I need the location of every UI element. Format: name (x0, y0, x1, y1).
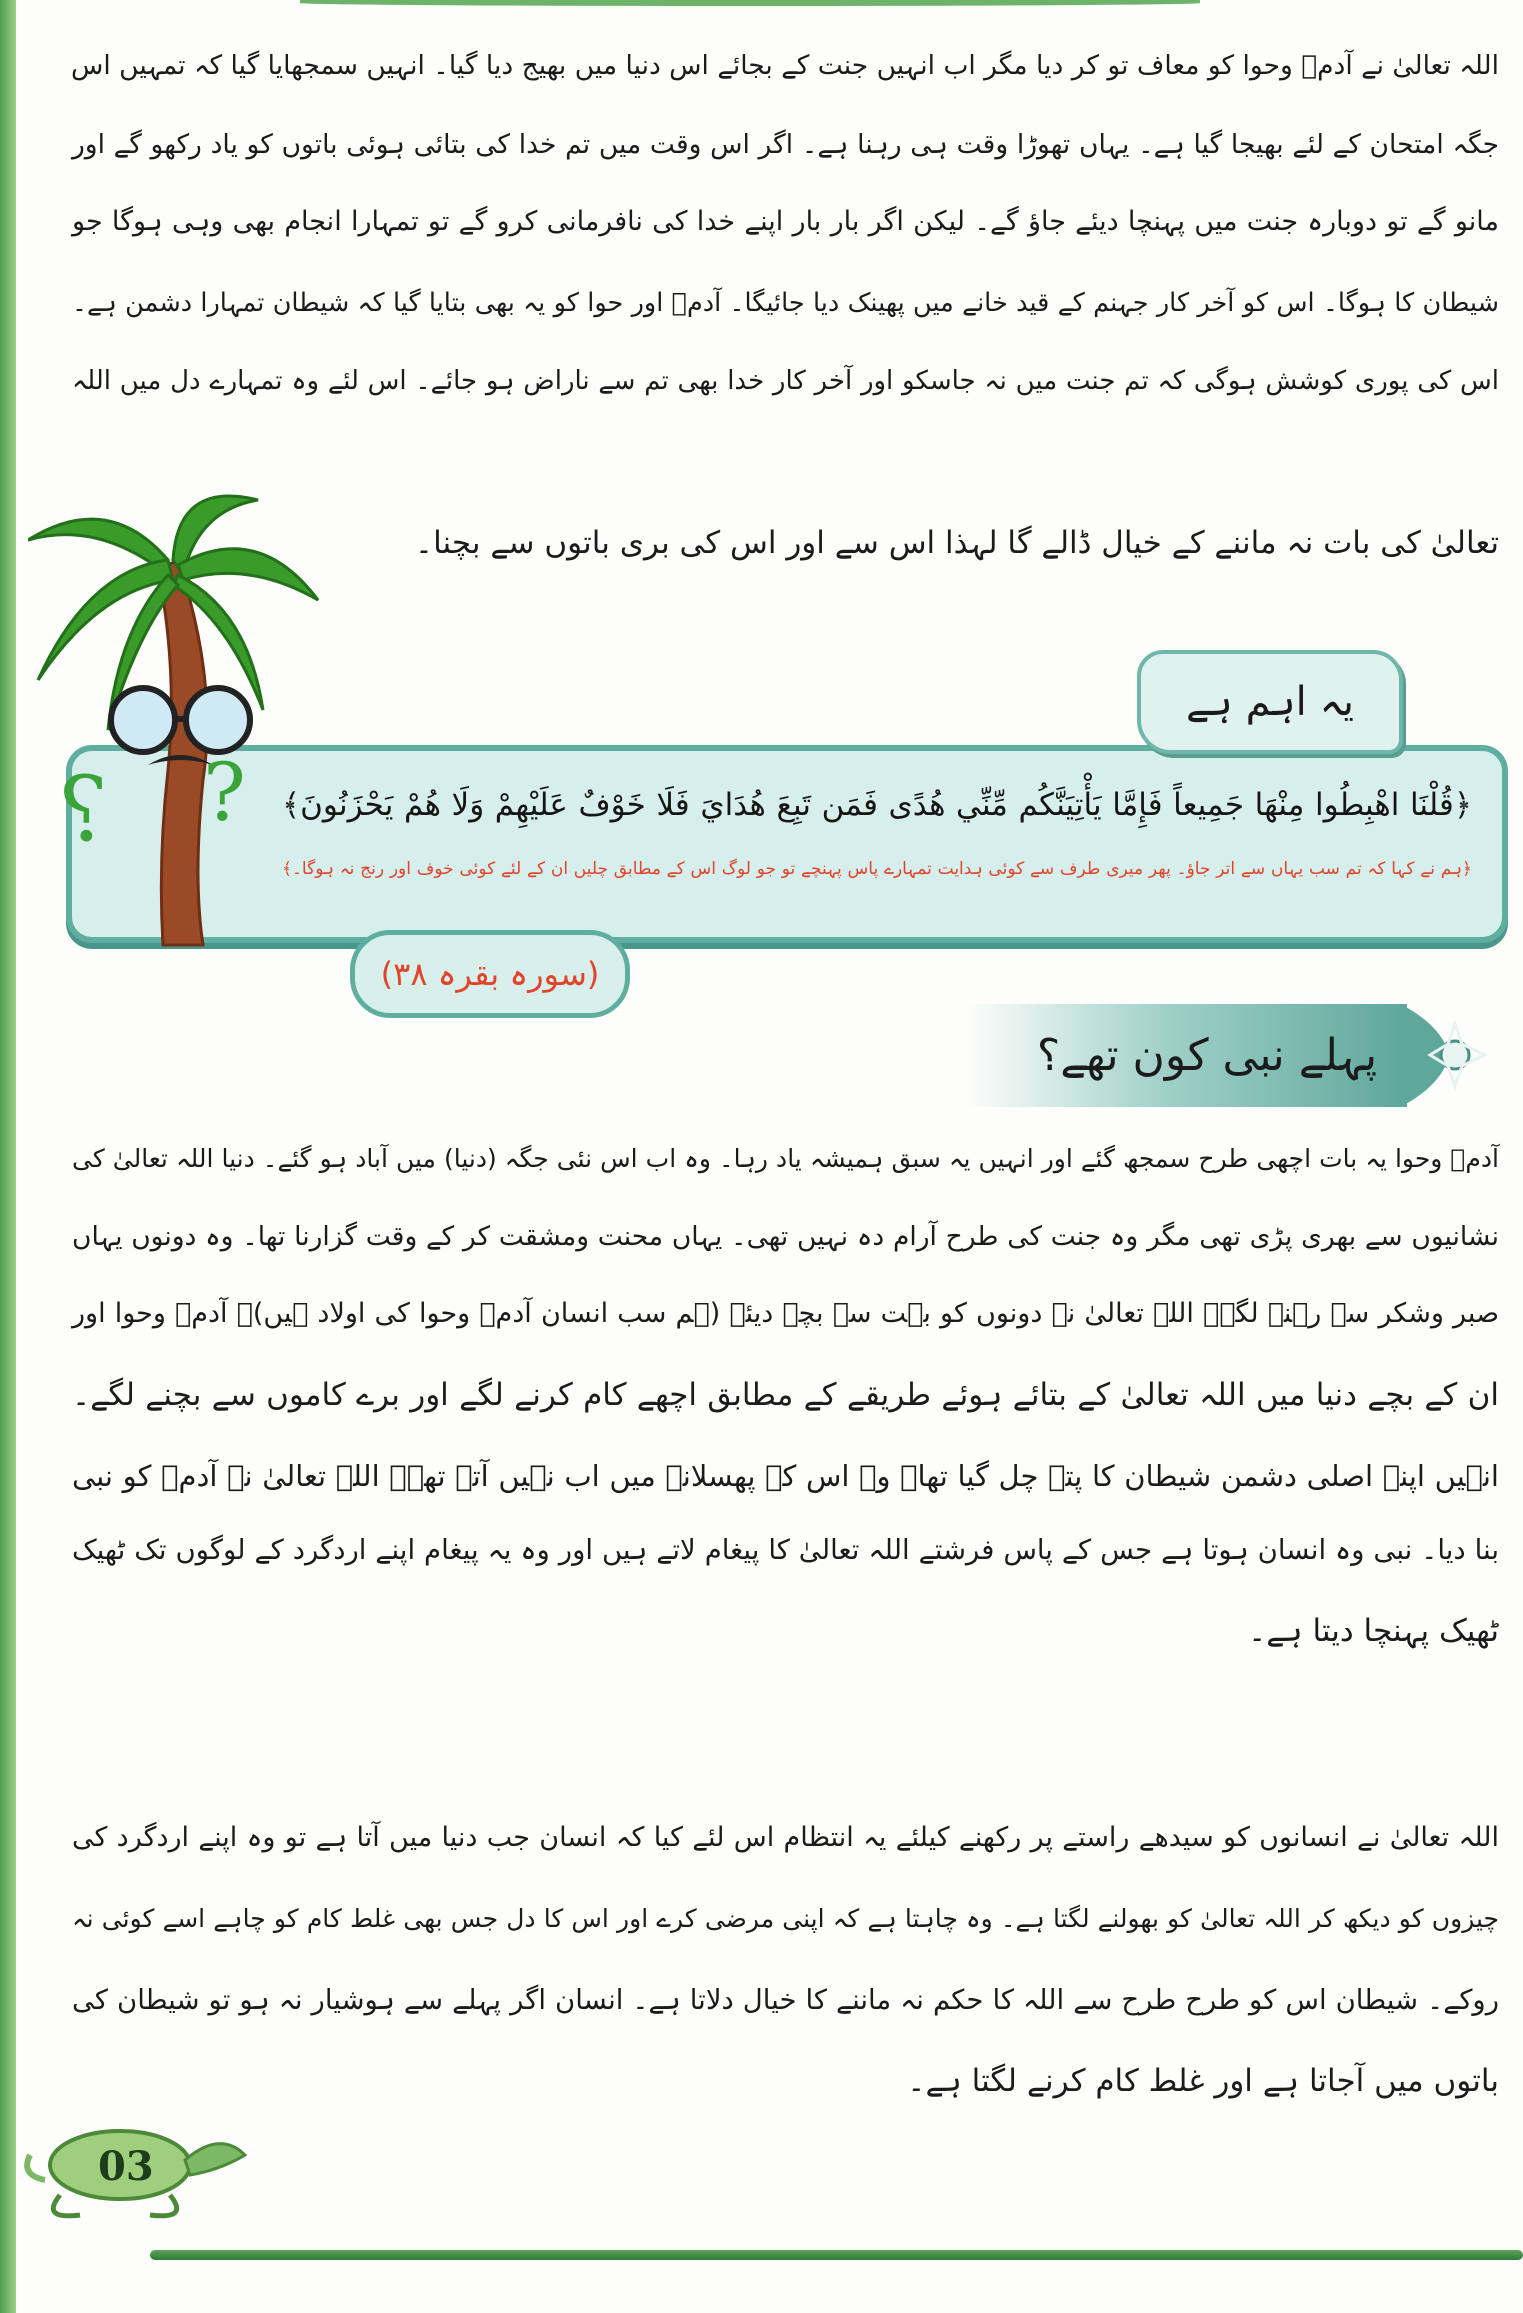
paragraph-1-line: مانو گے تو دوبارہ جنت میں پہنچا دیئے جاؤ گے۔ لیکن اگر بار بار اپنے خدا کی نافرمانی کرو گے تو تمہارا انجام بھی وہی ہوگا جو (72, 206, 1499, 237)
paragraph-2-line: نشانیوں سے بھری پڑی تھی مگر وہ جنت کی طرح آرام دہ نہیں تھی۔ یہاں محنت ومشقت کر کے وقت گزارنا تھا۔ وہ دونوں یہاں (72, 1221, 1499, 1252)
quran-verse-translation: ﴿ہم نے کہا کہ تم سب یہاں سے اتر جاؤ۔ پھر میری طرف سے کوئی ہدایت تمہارے پاس پہنچے تو جو لوگ اس کے مطابق چلیں ان کے لئے کوئی خوف اور رنج نہ ہوگا۔﴾ (282, 859, 1472, 879)
paragraph-2-line: انہیں اپنے اصلی دشمن شیطان کا پتہ چل گیا تھا۔ وہ اس کے پھسلانے میں اب نہیں آتے تھے۔ اللہ تعالیٰ نے آدمؑ کو نبی (72, 1459, 1499, 1493)
section-heading: پہلے نبی کون تھے؟ (967, 1004, 1407, 1107)
paragraph-1-line: جگہ امتحان کے لئے بھیجا گیا ہے۔ یہاں تھوڑا وقت ہی رہنا ہے۔ اگر اس وقت میں تم خدا کی بتائی ہوئی باتوں کو یاد رکھو گے اور (72, 129, 1499, 160)
svg-text:?: ? (203, 746, 246, 839)
bottom-border (150, 2250, 1523, 2260)
paragraph-3-line: روکے۔ شیطان اس کو طرح طرح سے اللہ کا حکم نہ ماننے کا خیال دلاتا ہے۔ انسان اگر پہلے سے ہوشیار نہ ہو تو شیطان کی (72, 1984, 1499, 2016)
paragraph-1-line: اس کی پوری کوشش ہوگی کہ تم جنت میں نہ جاسکو اور آخر کار خدا بھی تم سے ناراض ہو جائے۔ اس لئے وہ تمہارے دل میں اللہ (72, 366, 1499, 396)
paragraph-1-line: شیطان کا ہوگا۔ اس کو آخر کار جہنم کے قید خانے میں پھینک دیا جائیگا۔ آدمؑ اور حوا کو یہ بھی بتایا گیا کہ شیطان تمہارا دشمن ہے۔ (72, 288, 1499, 318)
verse-reference: (سورہ بقرہ ۳۸) (350, 930, 630, 1018)
important-box-title: یہ اہم ہے (1137, 650, 1403, 754)
page-number: 03 (98, 2143, 154, 2190)
paragraph-1-line: اللہ تعالیٰ نے آدمؑ وحوا کو معاف تو کر دیا مگر اب انہیں جنت کے بجائے اس دنیا میں بھیج دیا گیا۔ انہیں سمجھایا گیا کہ تمہیں اس (71, 50, 1499, 81)
left-border-strip (0, 0, 16, 2313)
top-border (300, 0, 1200, 6)
quran-verse-arabic: ﴿قُلْنَا اهْبِطُوا مِنْهَا جَمِيعاً فَإِمَّا يَأْتِيَنَّكُم مِّنِّي هُدًى فَمَن تَبِعَ هُدَايَ فَلَا خَوْفٌ عَلَيْهِمْ وَلَا هُمْ يَحْزَنُونَ﴾ (282, 787, 1472, 823)
paragraph-2-line: ٹھیک پہنچا دیتا ہے۔ (1248, 1613, 1499, 1649)
paragraph-3-line: چیزوں کو دیکھ کر اللہ تعالیٰ کو بھولنے لگتا ہے۔ وہ چاہتا ہے کہ اپنی مرضی کرے اور اس کا دل جس بھی غلط کام کو چاہے اسے کوئی نہ (72, 1904, 1499, 1933)
paragraph-1-line: تعالیٰ کی بات نہ ماننے کے خیال ڈالے گا لہذا اس سے اور اس کی بری باتوں سے بچنا۔ (414, 525, 1499, 561)
paragraph-3-line: باتوں میں آجاتا ہے اور غلط کام کرنے لگتا ہے۔ (907, 2063, 1499, 2099)
paragraph-2-line: آدمؑ وحوا یہ بات اچھی طرح سمجھ گئے اور انہیں یہ سبق ہمیشہ یاد رہا۔ وہ اب اس نئی جگہ (دنیا) میں آباد ہو گئے۔ دنیا اللہ تعالیٰ کی (72, 1144, 1499, 1173)
paragraph-2-line: بنا دیا۔ نبی وہ انسان ہوتا ہے جس کے پاس فرشتے اللہ تعالیٰ کا پیغام لاتے ہیں اور وہ یہ پیغام اپنے اردگرد کے لوگوں تک ٹھیک (72, 1534, 1499, 1566)
floral-ornament-icon (1400, 1004, 1490, 1107)
paragraph-2-line: صبر وشکر سے رہنے لگے۔ اللہ تعالیٰ نے دونوں کو بہت سے بچے دیئے (ہم سب انسان آدمؑ وحوا کی اولاد ہیں)۔ آدمؑ وحوا اور (72, 1298, 1499, 1329)
page-number-badge (20, 2115, 260, 2225)
paragraph-3-line: اللہ تعالیٰ نے انسانوں کو سیدھے راستے پر رکھنے کیلئے یہ انتظام اس لئے کیا کہ انسان جب دنیا میں آتا ہے تو وہ اپنے اردگرد کی (72, 1822, 1499, 1853)
svg-text:?: ? (59, 757, 108, 862)
paragraph-2-line: ان کے بچے دنیا میں اللہ تعالیٰ کے بتائے ہوئے طریقے کے مطابق اچھے کام کرنے لگے اور برے کاموں سے بچنے لگے۔ (72, 1377, 1499, 1413)
palm-tree-illustration (28, 480, 328, 950)
